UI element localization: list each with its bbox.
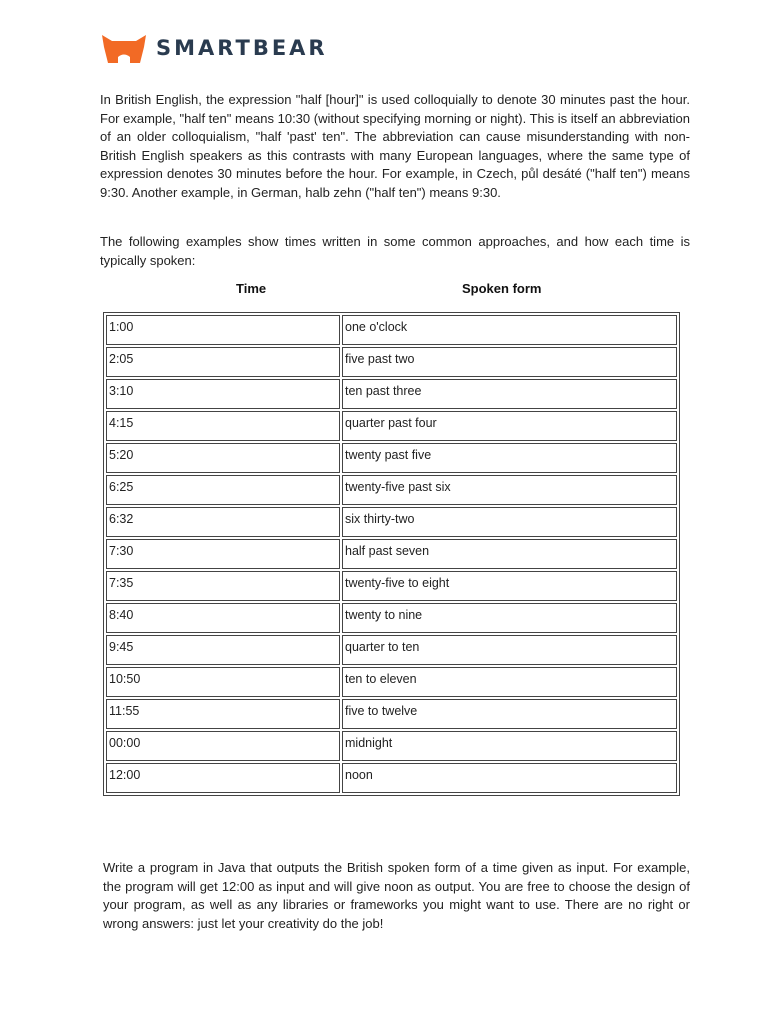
time-cell: 8:40 bbox=[106, 603, 340, 633]
intro-paragraph: In British English, the expression "half [hour]" is used colloquially to denote 30 minutes past the hour. For example, "half ten" means 10:30 (without specifying morning or night). This is itself an abbreviation of an older colloquialism, "half 'past' ten". The abbreviation can cause misunderstanding with non-British English speakers as this contrasts with many European languages, where the same type of expression denotes 30 minutes before the hour. For example, in Czech, půl desáté ("half ten") means 9:30. Another example, in German, halb zehn ("half ten") means 9:30. bbox=[100, 92, 690, 200]
table-row bbox=[106, 475, 677, 505]
table-row bbox=[106, 667, 677, 697]
table-row bbox=[106, 379, 677, 409]
table-row bbox=[106, 315, 677, 345]
task-paragraph: Write a program in Java that outputs the British spoken form of a time given as input. For example, the program will get 12:00 as input and will give noon as output. You are free to choose the design of your program, as well as any libraries or frameworks you might want to use. There are no right or wrong answers: just let your creativity do the job! bbox=[103, 860, 690, 931]
time-cell: 10:50 bbox=[106, 667, 340, 697]
column-header-time: Time bbox=[236, 281, 267, 296]
table-row bbox=[106, 507, 677, 537]
time-cell: 7:35 bbox=[106, 571, 340, 601]
spoken-form-cell: quarter to ten bbox=[342, 635, 677, 665]
time-cell: 00:00 bbox=[106, 731, 340, 761]
time-cell: 6:32 bbox=[106, 507, 340, 537]
smartbear-logo bbox=[100, 33, 328, 63]
table-row bbox=[106, 443, 677, 473]
table-row bbox=[106, 571, 677, 601]
time-cell: 1:00 bbox=[106, 315, 340, 345]
spoken-form-cell: six thirty-two bbox=[342, 507, 677, 537]
spoken-form-cell: five past two bbox=[342, 347, 677, 377]
table-row bbox=[106, 699, 677, 729]
brand-name: SMARTBEAR bbox=[156, 36, 328, 60]
spoken-form-cell: one o'clock bbox=[342, 315, 677, 345]
time-cell: 4:15 bbox=[106, 411, 340, 441]
time-cell: 5:20 bbox=[106, 443, 340, 473]
spoken-form-cell: twenty past five bbox=[342, 443, 677, 473]
spoken-form-cell: five to twelve bbox=[342, 699, 677, 729]
time-cell: 6:25 bbox=[106, 475, 340, 505]
spoken-form-cell: ten to eleven bbox=[342, 667, 677, 697]
examples-paragraph: The following examples show times written in some common approaches, and how each time is typically spoken: bbox=[100, 234, 690, 268]
table-row bbox=[106, 731, 677, 761]
times-table bbox=[103, 312, 680, 796]
time-cell: 12:00 bbox=[106, 763, 340, 793]
column-header-spoken-form: Spoken form bbox=[462, 281, 542, 296]
table-row bbox=[106, 539, 677, 569]
table-row bbox=[106, 347, 677, 377]
spoken-form-cell: twenty to nine bbox=[342, 603, 677, 633]
spoken-form-cell: noon bbox=[342, 763, 677, 793]
table-row bbox=[106, 603, 677, 633]
table-row bbox=[106, 635, 677, 665]
time-cell: 3:10 bbox=[106, 379, 340, 409]
spoken-form-cell: ten past three bbox=[342, 379, 677, 409]
spoken-form-cell: quarter past four bbox=[342, 411, 677, 441]
spoken-form-cell: half past seven bbox=[342, 539, 677, 569]
table-row bbox=[106, 763, 677, 793]
table-row bbox=[106, 411, 677, 441]
time-cell: 9:45 bbox=[106, 635, 340, 665]
time-cell: 11:55 bbox=[106, 699, 340, 729]
spoken-form-cell: midnight bbox=[342, 731, 677, 761]
spoken-form-cell: twenty-five to eight bbox=[342, 571, 677, 601]
spoken-form-cell: twenty-five past six bbox=[342, 475, 677, 505]
bear-logo-icon bbox=[100, 33, 148, 63]
time-cell: 7:30 bbox=[106, 539, 340, 569]
time-cell: 2:05 bbox=[106, 347, 340, 377]
